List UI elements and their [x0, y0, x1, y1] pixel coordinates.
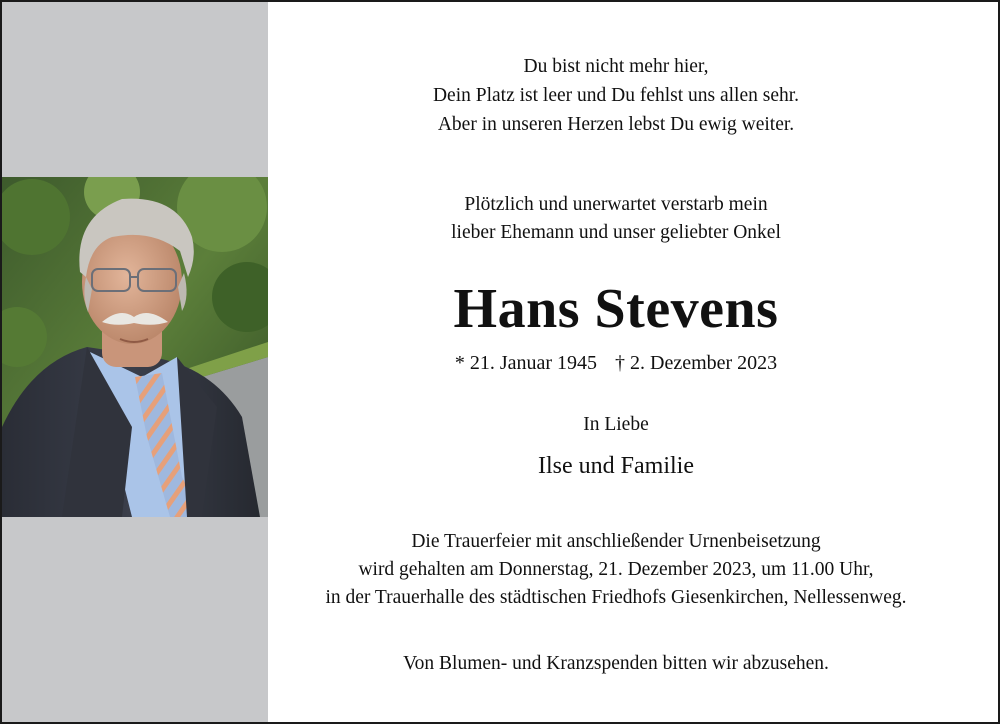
poem-line: Du bist nicht mehr hier,	[523, 56, 709, 77]
poem-line: Dein Platz ist leer und Du fehlst uns allen sehr.	[432, 85, 800, 106]
notice-content	[268, 2, 964, 722]
mourners-name: Ilse und Familie	[538, 453, 694, 479]
intro-line: Plötzlich und unerwartet verstarb mein	[464, 194, 768, 215]
birth-date: * 21. Januar 1945	[454, 352, 598, 374]
ceremony-line: wird gehalten am Donnerstag, 21. Dezember 2023, um 11.00 Uhr,	[358, 559, 874, 580]
intro-line: lieber Ehemann und unser geliebter Onkel	[451, 222, 781, 243]
poem-line: Aber in unseren Herzen lebst Du ewig weiter.	[437, 114, 795, 135]
death-date: † 2. Dezember 2023	[615, 352, 778, 374]
ceremony-line: Die Trauerfeier mit anschließender Urnenbeisetzung	[411, 531, 821, 552]
portrait-photo	[2, 177, 268, 517]
in-love-label: In Liebe	[583, 414, 649, 435]
deceased-name: Hans Stevens	[453, 278, 779, 340]
life-dates	[268, 350, 964, 376]
flowers-note: Von Blumen- und Kranzspenden bitten wir abzusehen.	[403, 653, 829, 674]
ceremony-line: in der Trauerhalle des städtischen Friedhofs Giesenkirchen, Nellessenweg.	[325, 587, 907, 608]
